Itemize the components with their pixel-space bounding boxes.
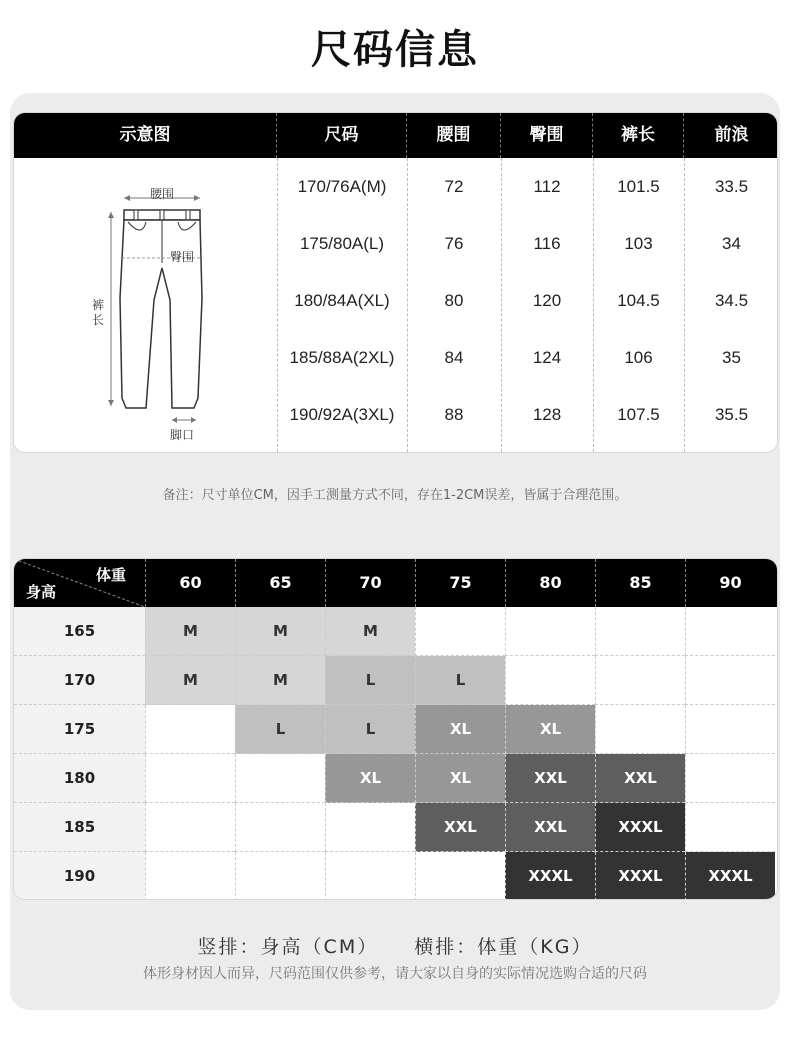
size-recommendation-cell: XXXL bbox=[505, 852, 595, 900]
measurement-cell: 35 bbox=[722, 348, 741, 367]
measurement-cell: 34.5 bbox=[714, 291, 749, 310]
header-waist: 腰围 bbox=[407, 113, 501, 158]
weight-header: 65 bbox=[235, 559, 325, 607]
empty-cell bbox=[685, 754, 775, 803]
size-recommendation-cell: XXL bbox=[505, 803, 595, 852]
weight-header: 85 bbox=[595, 559, 685, 607]
empty-cell bbox=[145, 705, 235, 754]
measurement-cell: 33.5 bbox=[714, 177, 749, 196]
height-row-label: 170 bbox=[14, 656, 145, 705]
empty-cell bbox=[685, 607, 775, 656]
empty-cell bbox=[325, 852, 415, 900]
empty-cell bbox=[595, 607, 685, 656]
measurement-cell: 106 bbox=[624, 348, 653, 367]
hem-label: 脚口 bbox=[170, 428, 195, 442]
measurement-cell: 103 bbox=[624, 234, 653, 253]
size-recommendation-cell: XL bbox=[505, 705, 595, 754]
size-label-cell: 180/84A(XL) bbox=[294, 291, 390, 310]
axis-caption bbox=[0, 932, 790, 959]
grid-header bbox=[14, 559, 778, 607]
size-table-header bbox=[14, 113, 778, 158]
height-row-label: 190 bbox=[14, 852, 145, 900]
pants-diagram bbox=[14, 158, 277, 453]
empty-cell bbox=[595, 656, 685, 705]
weight-header: 80 bbox=[505, 559, 595, 607]
empty-cell bbox=[325, 803, 415, 852]
disclaimer-caption: 体形身材因人而异，尺码范围仅供参考，请大家以自身的实际情况选购合适的尺码 bbox=[143, 966, 647, 982]
height-row-label: 175 bbox=[14, 705, 145, 754]
measurement-cell: 128 bbox=[532, 405, 562, 424]
height-row-label: 185 bbox=[14, 803, 145, 852]
size-recommendation-cell: L bbox=[415, 656, 505, 705]
header-hip: 臀围 bbox=[501, 113, 593, 158]
size-recommendation-cell: L bbox=[235, 705, 325, 754]
empty-cell bbox=[415, 607, 505, 656]
size-recommendation-cell: XXXL bbox=[595, 852, 685, 900]
hip-label: 臀围 bbox=[170, 250, 195, 264]
empty-cell bbox=[235, 852, 325, 900]
measurement-note: 备注：尺寸单位CM，因手工测量方式不同，存在1-2CM误差，皆属于合理范围。 bbox=[162, 488, 628, 503]
measurement-cell: 124 bbox=[532, 348, 562, 367]
size-label-cell: 185/88A(2XL) bbox=[289, 348, 395, 367]
header-size: 尺码 bbox=[277, 113, 407, 158]
empty-cell bbox=[415, 852, 505, 900]
size-recommendation-cell: M bbox=[145, 656, 235, 705]
measurement-cell: 35.5 bbox=[714, 405, 749, 424]
measurement-cell: 88 bbox=[444, 405, 464, 424]
measurement-cell: 104.5 bbox=[617, 291, 660, 310]
size-label-cell: 190/92A(3XL) bbox=[289, 405, 395, 424]
empty-cell bbox=[685, 803, 775, 852]
pants-outline-icon bbox=[14, 158, 277, 453]
size-table bbox=[13, 112, 778, 453]
measurement-cell: 80 bbox=[444, 291, 464, 310]
empty-cell bbox=[235, 754, 325, 803]
empty-cell bbox=[685, 656, 775, 705]
empty-cell bbox=[145, 754, 235, 803]
size-recommendation-cell: XL bbox=[415, 705, 505, 754]
measurement-cell: 34 bbox=[722, 234, 741, 253]
weight-header: 75 bbox=[415, 559, 505, 607]
measurement-cell: 116 bbox=[533, 234, 561, 253]
size-recommendation-cell: XXL bbox=[595, 754, 685, 803]
corner-height-label: 身高 bbox=[26, 583, 57, 601]
header-front-rise: 前浪 bbox=[714, 125, 749, 145]
weight-header: 70 bbox=[325, 559, 415, 607]
size-recommendation-cell: XL bbox=[415, 754, 505, 803]
height-row-label: 180 bbox=[14, 754, 145, 803]
empty-cell bbox=[145, 803, 235, 852]
empty-cell bbox=[685, 705, 775, 754]
weight-header: 90 bbox=[685, 559, 775, 607]
page-title: 尺码信息 bbox=[311, 27, 479, 73]
empty-cell bbox=[595, 705, 685, 754]
waist-label: 腰围 bbox=[150, 187, 175, 201]
measurement-cell: 120 bbox=[532, 291, 562, 310]
measurement-cell: 76 bbox=[444, 234, 464, 253]
size-recommendation-cell: M bbox=[145, 607, 235, 656]
header-diagram: 示意图 bbox=[14, 113, 277, 158]
size-recommendation-cell: M bbox=[235, 656, 325, 705]
empty-cell bbox=[145, 852, 235, 900]
header-length: 裤长 bbox=[593, 113, 684, 158]
size-label-cell: 170/76A(M) bbox=[297, 177, 387, 196]
empty-cell bbox=[505, 656, 595, 705]
measurement-cell: 112 bbox=[533, 177, 561, 196]
measurement-cell: 84 bbox=[444, 348, 464, 367]
measurement-cell: 72 bbox=[444, 177, 464, 196]
horizontal-caption: 横排：体重（KG） bbox=[414, 936, 593, 958]
measurement-cell: 107.5 bbox=[617, 405, 660, 424]
size-recommendation-cell: XXL bbox=[505, 754, 595, 803]
size-recommendation-cell: M bbox=[325, 607, 415, 656]
size-label-cell: 175/80A(L) bbox=[299, 234, 385, 253]
size-recommendation-cell: L bbox=[325, 705, 415, 754]
size-recommendation-cell: L bbox=[325, 656, 415, 705]
size-recommendation-cell: XL bbox=[325, 754, 415, 803]
length-label: 裤长 bbox=[92, 298, 105, 327]
corner-weight-label: 体重 bbox=[96, 566, 127, 584]
size-recommendation-grid bbox=[13, 558, 778, 900]
measurement-cell: 101.5 bbox=[617, 177, 660, 196]
height-row-label: 165 bbox=[14, 607, 145, 656]
size-recommendation-cell: XXXL bbox=[685, 852, 775, 900]
vertical-caption: 竖排：身高（CM） bbox=[197, 936, 379, 958]
empty-cell bbox=[505, 607, 595, 656]
size-recommendation-cell: M bbox=[235, 607, 325, 656]
weight-header: 60 bbox=[145, 559, 235, 607]
size-recommendation-cell: XXXL bbox=[595, 803, 685, 852]
size-recommendation-cell: XXL bbox=[415, 803, 505, 852]
empty-cell bbox=[235, 803, 325, 852]
